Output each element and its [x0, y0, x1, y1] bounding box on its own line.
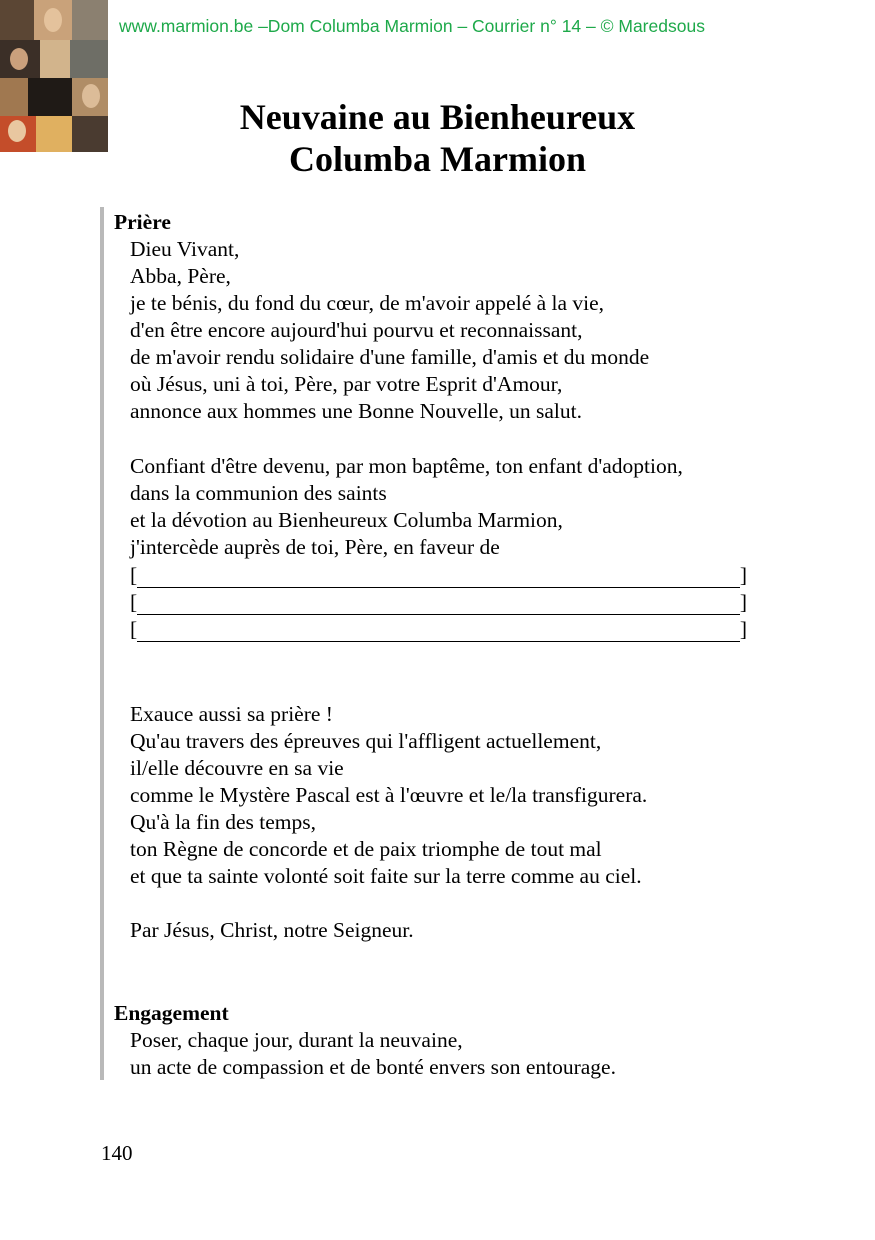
face-shape — [10, 48, 28, 70]
bracket-open: [ — [130, 590, 138, 614]
intention-blank-line — [130, 563, 747, 588]
bracket-close: ] — [739, 563, 747, 587]
engagement-heading: Engagement — [114, 1001, 229, 1025]
prayer-line: où Jésus, uni à toi, Père, par votre Esprit d'Amour, — [130, 372, 563, 396]
prayer-line: Qu'à la fin des temps, — [130, 810, 316, 834]
prayer-line: Qu'au travers des épreuves qui l'affligent actuellement, — [130, 729, 602, 753]
blank-rule — [137, 641, 740, 642]
bracket-open: [ — [130, 563, 138, 587]
prayer-line: je te bénis, du fond du cœur, de m'avoir appelé à la vie, — [130, 291, 605, 315]
prayer-line: et la dévotion au Bienheureux Columba Marmion, — [130, 508, 563, 532]
prayer-heading: Prière — [114, 210, 171, 234]
portrait-tile — [72, 0, 108, 40]
prayer-line: Exauce aussi sa prière ! — [130, 702, 333, 726]
prayer-line: Dieu Vivant, — [130, 237, 240, 261]
engagement-line: un acte de compassion et de bonté envers son entourage. — [130, 1055, 616, 1079]
title-line-1: Neuvaine au Bienheureux — [239, 97, 636, 137]
portrait-tile — [70, 40, 108, 78]
prayer-line: Confiant d'être devenu, par mon baptême, ton enfant d'adoption, — [130, 454, 683, 478]
blank-rule — [137, 587, 740, 588]
blank-rule — [137, 614, 740, 615]
intention-blank-line — [130, 590, 747, 615]
face-shape — [44, 8, 62, 32]
prayer-line: d'en être encore aujourd'hui pourvu et reconnaissant, — [130, 318, 583, 342]
bracket-open: [ — [130, 617, 138, 641]
prayer-line: annonce aux hommes une Bonne Nouvelle, un salut. — [130, 399, 582, 423]
running-header: www.marmion.be –Dom Columba Marmion – Courrier n° 14 – © Maredsous — [119, 16, 705, 36]
page-number: 140 — [101, 1141, 133, 1165]
prayer-line: il/elle découvre en sa vie — [130, 756, 344, 780]
page-title — [0, 96, 875, 180]
title-line-2: Columba Marmion — [289, 139, 586, 179]
prayer-line: j'intercède auprès de toi, Père, en faveur de — [130, 535, 500, 559]
portrait-tile — [40, 40, 70, 78]
engagement-line: Poser, chaque jour, durant la neuvaine, — [130, 1028, 463, 1052]
prayer-closing: Par Jésus, Christ, notre Seigneur. — [130, 918, 414, 942]
portrait-tile — [0, 0, 34, 40]
prayer-line: et que ta sainte volonté soit faite sur la terre comme au ciel. — [130, 864, 642, 888]
intention-blank-line — [130, 617, 747, 642]
prayer-line: Abba, Père, — [130, 264, 231, 288]
prayer-line: ton Règne de concorde et de paix triomphe de tout mal — [130, 837, 602, 861]
bracket-close: ] — [739, 590, 747, 614]
prayer-line: comme le Mystère Pascal est à l'œuvre et le/la transfigurera. — [130, 783, 648, 807]
prayer-line: de m'avoir rendu solidaire d'une famille, d'amis et du monde — [130, 345, 650, 369]
prayer-line: dans la communion des saints — [130, 481, 387, 505]
bracket-close: ] — [739, 617, 747, 641]
